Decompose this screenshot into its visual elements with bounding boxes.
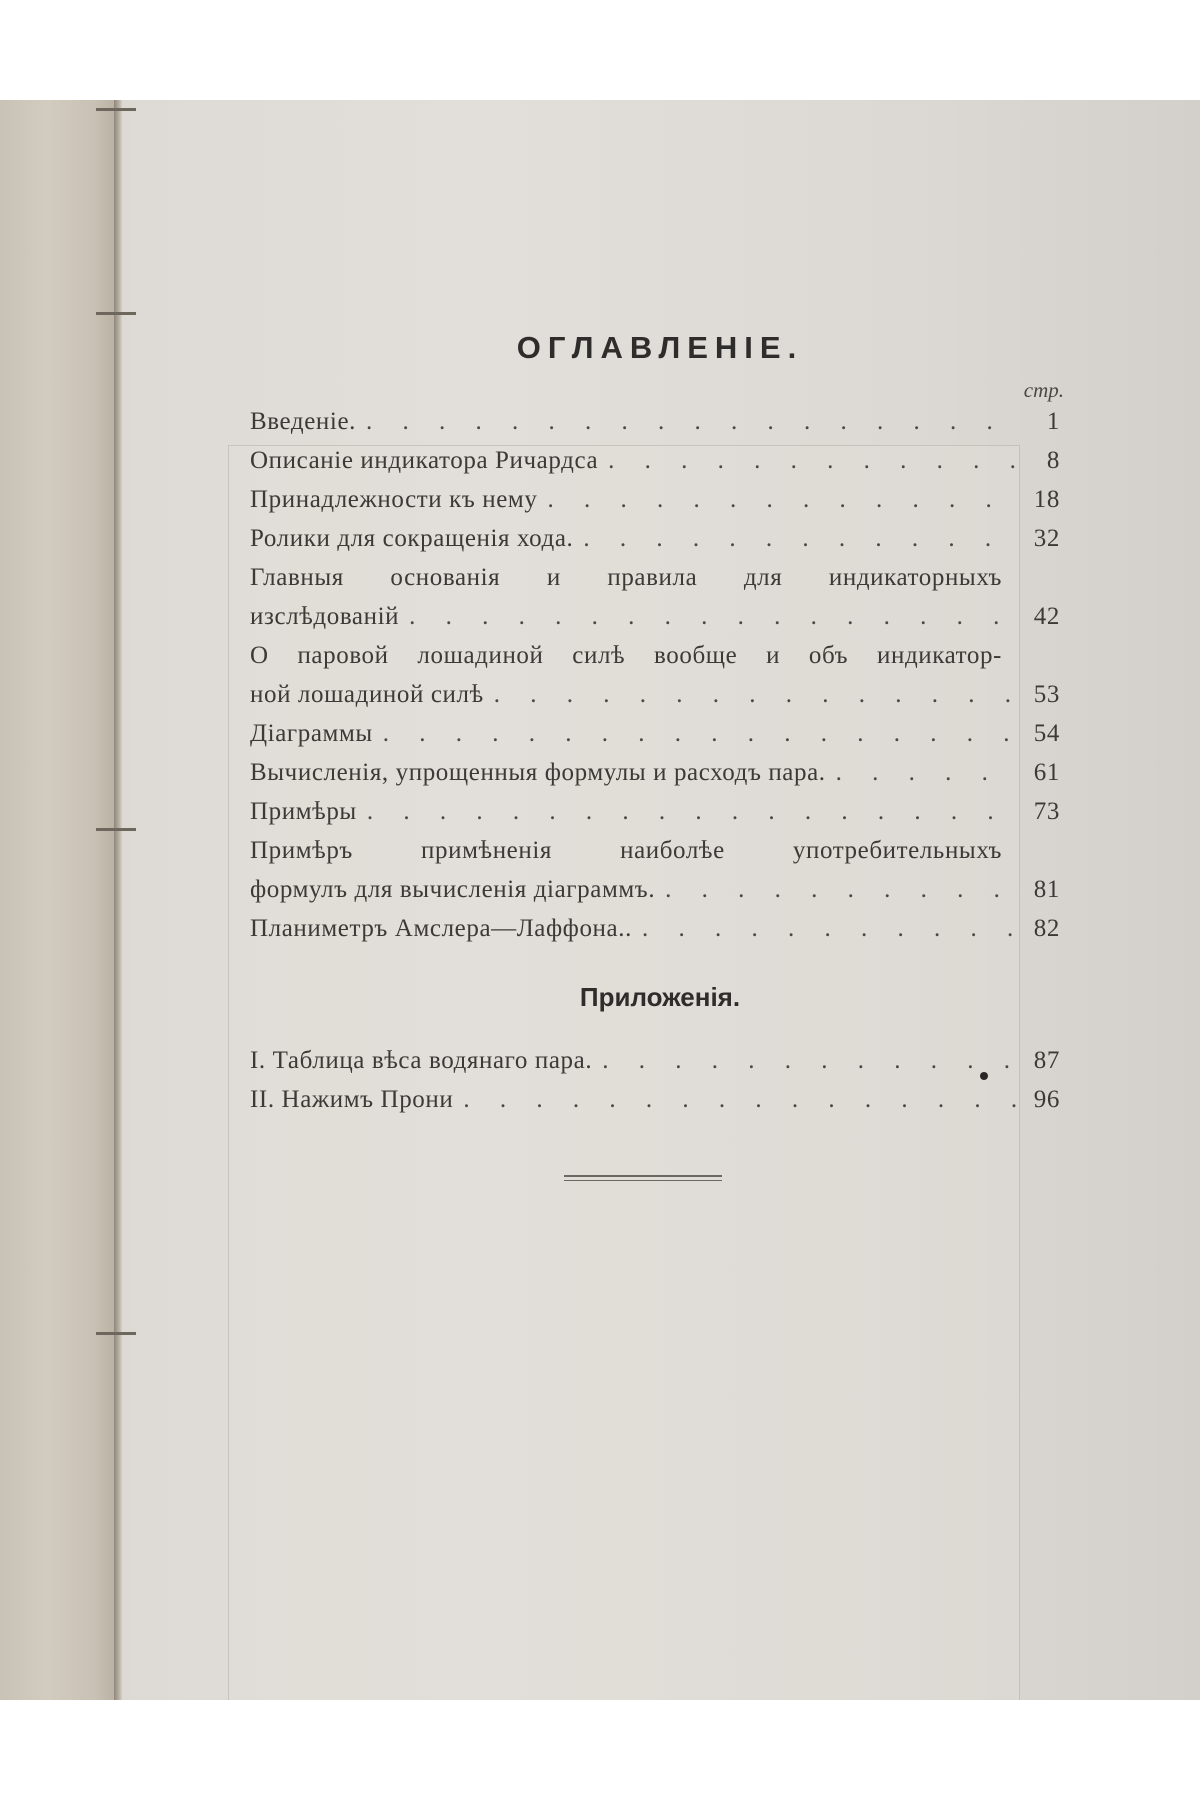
toc-entry-row (250, 714, 1060, 753)
toc-entry-row (250, 792, 1060, 831)
toc-entry-page-number: 82 (1033, 915, 1060, 942)
toc-entry-row (250, 909, 1060, 948)
dot-leader (655, 870, 1016, 909)
toc-entry-title: формулъ для вычисленія діаграммъ. (250, 876, 656, 903)
dot-leader (453, 1080, 1016, 1119)
toc-entry-row (250, 441, 1060, 480)
toc-entry-row (250, 870, 1060, 909)
binding-stitch (96, 312, 136, 315)
toc-entry-title: Примѣры (250, 798, 357, 825)
appendix-entry-row (250, 1080, 1060, 1119)
binding-stitch (96, 828, 136, 831)
toc-entry-title: Ролики для сокращенія хода. (250, 525, 574, 552)
dot-leader (373, 714, 1016, 753)
toc-entry-title: Введеніе. (250, 408, 356, 435)
toc-entry-title-line: Главныя основанія и правила для индикаторныхъ (250, 564, 1002, 591)
toc-entry-title: изслѣдованій (250, 603, 400, 630)
appendix-entry-title: II. Нажимъ Прони (250, 1086, 454, 1113)
appendix-entry-title: I. Таблица вѣса водянаго пара. (250, 1047, 593, 1074)
toc-entry-title: Планиметръ Амслера—Лаффона.. (250, 915, 632, 942)
dot-leader (592, 1041, 1016, 1080)
toc-entry-row (250, 519, 1060, 558)
binding-stitch (96, 1332, 136, 1335)
toc-entry-page-number: 73 (1033, 798, 1060, 825)
dot-leader (484, 675, 1016, 714)
dot-leader (357, 792, 1016, 831)
appendix-entry-row (250, 1041, 1060, 1080)
toc-entry-title: Діаграммы (250, 720, 373, 747)
toc-entry-row (250, 597, 1060, 636)
book-spine (0, 100, 118, 1700)
toc-entry-page-number: 18 (1033, 486, 1060, 513)
spine-edge (114, 100, 122, 1700)
page-column-header: стр. (1023, 378, 1064, 402)
toc-entry-title-line: О паровой лошадиной силѣ вообще и объ индикатор- (250, 642, 1002, 669)
dot-leader (573, 519, 1016, 558)
appendix-entry-page-number: 87 (1033, 1047, 1060, 1074)
toc-entry-row (250, 402, 1060, 441)
toc-entry-title: Описаніе индикатора Ричардса (250, 447, 599, 474)
appendix-list (250, 1041, 1060, 1119)
toc-entry-page-number: 42 (1033, 603, 1060, 630)
toc-entry-page-number: 81 (1033, 876, 1060, 903)
dot-leader (826, 753, 1016, 792)
page-title: ОГЛАВЛЕНІЕ. (516, 330, 804, 365)
toc-entry-page-number: 8 (1046, 447, 1060, 474)
binding-stitch (96, 108, 136, 111)
appendix-entry-page-number: 96 (1033, 1086, 1060, 1113)
dot-leader (632, 909, 1016, 948)
dot-leader (356, 402, 1016, 441)
dot-leader (537, 480, 1016, 519)
toc-entry-row (250, 753, 1060, 792)
toc-entry-page-number: 53 (1033, 681, 1060, 708)
appendix-title: Приложенія. (579, 982, 741, 1012)
dot-leader (399, 597, 1016, 636)
toc-entry-page-number: 54 (1033, 720, 1060, 747)
table-of-contents (250, 330, 1064, 1181)
toc-entry-page-number: 32 (1033, 525, 1060, 552)
toc-entry-title-line: Примѣръ примѣненія наиболѣе употребительныхъ (250, 837, 1002, 864)
toc-entry-page-number: 61 (1033, 759, 1060, 786)
toc-entry-title: Вычисленія, упрощенныя формулы и расходъ пара. (250, 759, 826, 786)
toc-entry-title: ной лошадиной силѣ (250, 681, 484, 708)
toc-entry-title: Принадлежности къ нему (250, 486, 538, 513)
toc-entry-row (250, 675, 1060, 714)
dot-leader (598, 441, 1016, 480)
toc-entry-page-number: 1 (1046, 408, 1060, 435)
toc-list (250, 402, 1060, 948)
closing-rule (564, 1175, 722, 1181)
toc-entry-row (250, 480, 1060, 519)
